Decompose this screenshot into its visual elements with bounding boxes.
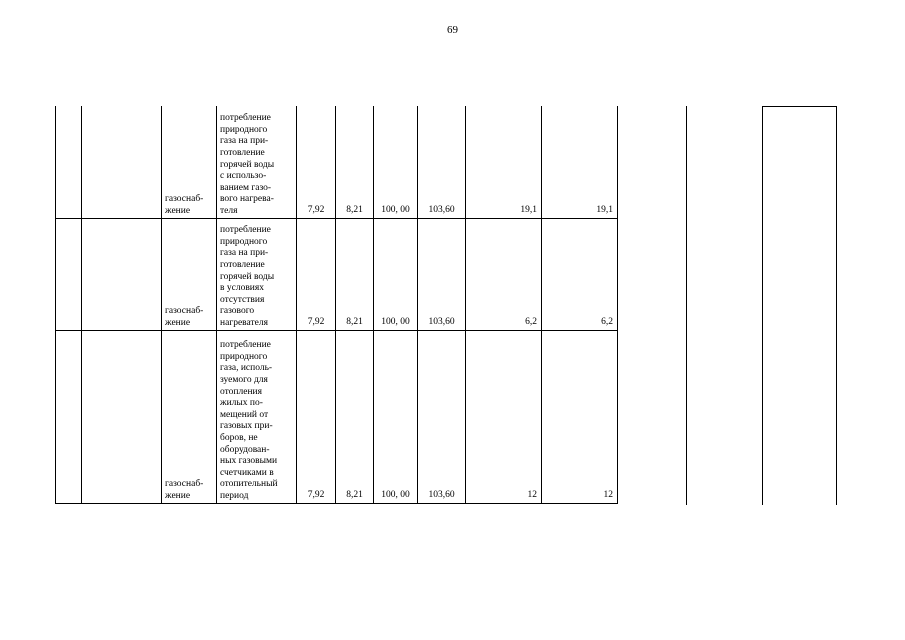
- description-cell: [217, 218, 297, 330]
- value-cell-2: 8,21: [336, 218, 374, 330]
- description-line: отопления: [220, 386, 262, 397]
- description-line: ванием газо-: [220, 182, 272, 193]
- table-row: [56, 218, 618, 330]
- description-line: зуемого для: [220, 374, 268, 385]
- description-line: газовых при-: [220, 421, 273, 432]
- description-line: вого нагрева-: [220, 194, 274, 205]
- value-cell-3: 100, 00: [374, 330, 418, 503]
- description-line: газа, исполь-: [220, 363, 273, 374]
- description-line: в условиях: [220, 283, 265, 294]
- page-number: 69: [447, 24, 458, 36]
- value-cell-4: 103,60: [418, 218, 466, 330]
- right-column-top-border: [762, 106, 837, 107]
- description-line: с использо-: [220, 171, 267, 182]
- value-cell-4: 103,60: [418, 106, 466, 218]
- value-cell-1: 7,92: [297, 330, 336, 503]
- description-line: потребление: [220, 340, 271, 351]
- description-line: оборудован-: [220, 444, 270, 455]
- value-cell-5: 6,2: [466, 218, 542, 330]
- description-line: горячей воды: [220, 159, 275, 170]
- description-line: мещений от: [220, 409, 269, 420]
- description-line: отсутствия: [220, 294, 265, 305]
- service-line: газоснаб-: [165, 479, 204, 490]
- value-cell-6: 6,2: [542, 218, 618, 330]
- service-line: газоснаб-: [165, 306, 204, 317]
- description-cell: [217, 106, 297, 218]
- right-column-line-1: [686, 106, 687, 505]
- service-line: газоснаб-: [165, 194, 204, 205]
- empty-cell: [56, 218, 82, 330]
- description-line: потребление: [220, 113, 271, 124]
- description-line: газового: [220, 306, 255, 317]
- description-line: ных газовыми: [220, 456, 278, 467]
- right-column-line-3: [836, 106, 837, 505]
- description-cell: [217, 330, 297, 503]
- service-cell: [162, 330, 217, 503]
- empty-cell: [82, 106, 162, 218]
- description-line: теля: [220, 205, 238, 216]
- description-line: готовление: [220, 147, 265, 158]
- empty-cell: [56, 330, 82, 503]
- description-line: газа на при-: [220, 248, 269, 259]
- service-cell: [162, 218, 217, 330]
- table-body: [56, 106, 618, 503]
- value-cell-5: 12: [466, 330, 542, 503]
- empty-cell: [82, 218, 162, 330]
- description-line: природного: [220, 124, 268, 135]
- service-line: жение: [165, 317, 191, 328]
- value-cell-1: 7,92: [297, 106, 336, 218]
- description-line: счетчиками в: [220, 467, 274, 478]
- value-cell-4: 103,60: [418, 330, 466, 503]
- value-cell-6: 19,1: [542, 106, 618, 218]
- service-line: жение: [165, 490, 191, 501]
- empty-cell: [82, 330, 162, 503]
- description-line: боров, не: [220, 432, 258, 443]
- description-line: период: [220, 490, 249, 501]
- value-cell-5: 19,1: [466, 106, 542, 218]
- description-line: жилых по-: [220, 398, 263, 409]
- value-cell-2: 8,21: [336, 106, 374, 218]
- value-cell-1: 7,92: [297, 218, 336, 330]
- table-row: [56, 330, 618, 503]
- description-line: природного: [220, 351, 268, 362]
- empty-cell: [56, 106, 82, 218]
- right-column-line-2: [762, 106, 763, 505]
- value-cell-2: 8,21: [336, 330, 374, 503]
- description-line: природного: [220, 236, 268, 247]
- value-cell-3: 100, 00: [374, 106, 418, 218]
- description-line: нагревателя: [220, 317, 268, 328]
- description-line: потребление: [220, 225, 271, 236]
- description-line: горячей воды: [220, 271, 275, 282]
- table-row: [56, 106, 618, 218]
- value-cell-6: 12: [542, 330, 618, 503]
- tariff-table: [55, 106, 618, 504]
- description-line: отопительный: [220, 479, 278, 490]
- service-line: жение: [165, 205, 191, 216]
- service-cell: [162, 106, 217, 218]
- description-line: готовление: [220, 259, 265, 270]
- value-cell-3: 100, 00: [374, 218, 418, 330]
- description-line: газа на при-: [220, 136, 269, 147]
